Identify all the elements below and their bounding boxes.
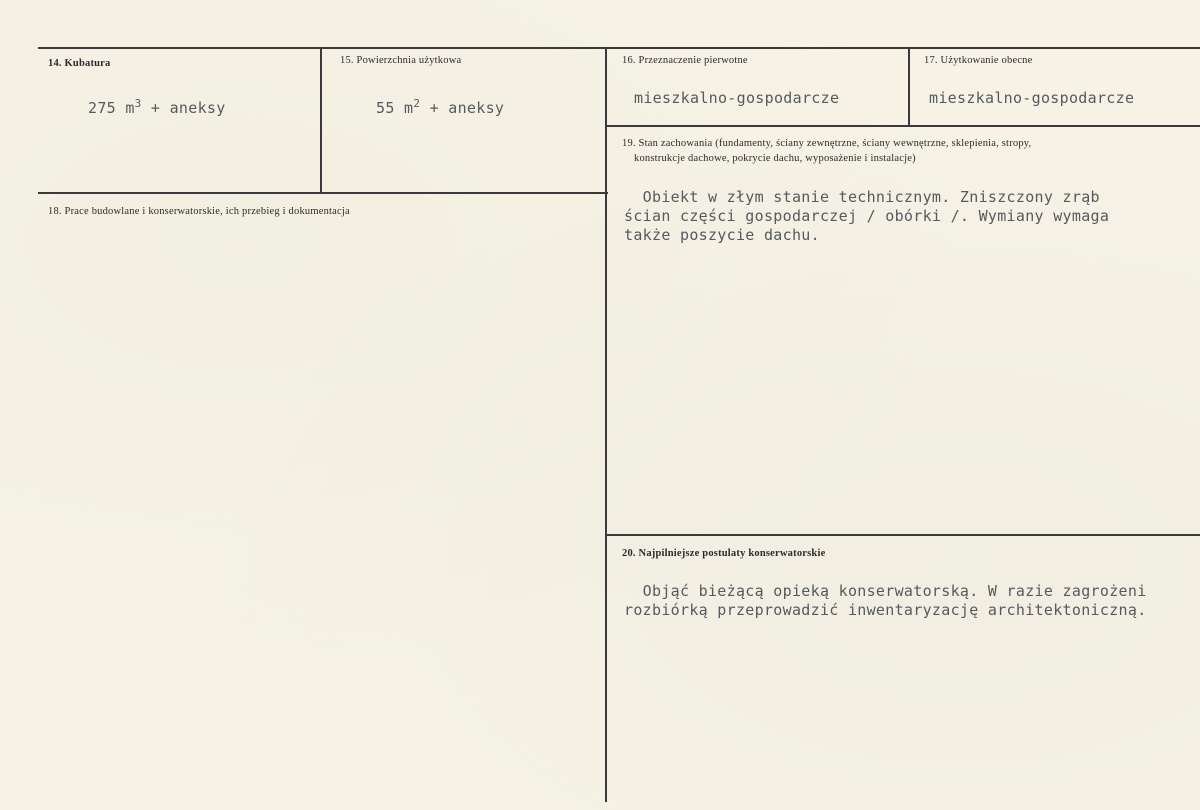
field-14-value xyxy=(88,99,226,118)
field-15-exponent: 2 xyxy=(413,97,421,110)
field-17-label: 17. Użytkowanie obecne xyxy=(924,55,1033,66)
field-15-value xyxy=(376,99,504,118)
field-18-label: 18. Prace budowlane i konserwatorskie, ich przebieg i dokumentacja xyxy=(48,206,350,217)
field-19-text-line1: Obiekt w złym stanie technicznym. Zniszczony zrąb xyxy=(624,188,1100,206)
field-14-number: 275 m xyxy=(88,99,135,117)
field-19-text-line2: ścian części gospodarczej / obórki /. Wymiany wymaga xyxy=(624,207,1110,225)
top-border xyxy=(38,47,1200,49)
row1-bottom-right xyxy=(606,125,1200,127)
field-15-rest: + aneksy xyxy=(420,99,505,117)
field-15-label: 15. Powierzchnia użytkowa xyxy=(340,55,462,66)
divider-16-17 xyxy=(908,47,910,127)
field-17-value: mieszkalno-gospodarcze xyxy=(929,89,1135,107)
field-20-text-line1: Objąć bieżącą opieką konserwatorską. W razie zagrożeni xyxy=(624,582,1147,600)
field-20-label: 20. Najpilniejsze postulaty konserwatorskie xyxy=(622,548,826,559)
field-16-value: mieszkalno-gospodarcze xyxy=(634,89,840,107)
main-column-divider xyxy=(605,47,607,802)
field-14-exponent: 3 xyxy=(134,97,142,110)
field-16-label: 16. Przeznaczenie pierwotne xyxy=(622,55,748,66)
field-15-number: 55 m xyxy=(376,99,414,117)
row1-bottom-left xyxy=(38,192,608,194)
field-19-label-line1: 19. Stan zachowania (fundamenty, ściany zewnętrzne, ściany wewnętrzne, sklepienia, stropy, xyxy=(622,138,1032,149)
field-14-label: 14. Kubatura xyxy=(48,58,111,69)
field-20-text-line2: rozbiórką przeprowadzić inwentaryzację architektoniczną. xyxy=(624,601,1147,619)
field-14-rest: + aneksy xyxy=(141,99,226,117)
field-19-label-line2: konstrukcje dachowe, pokrycie dachu, wyposażenie i instalacje) xyxy=(634,153,916,164)
divider-14-15 xyxy=(320,47,322,194)
field-19-text-line3: także poszycie dachu. xyxy=(624,226,820,244)
field19-bottom xyxy=(606,534,1200,536)
